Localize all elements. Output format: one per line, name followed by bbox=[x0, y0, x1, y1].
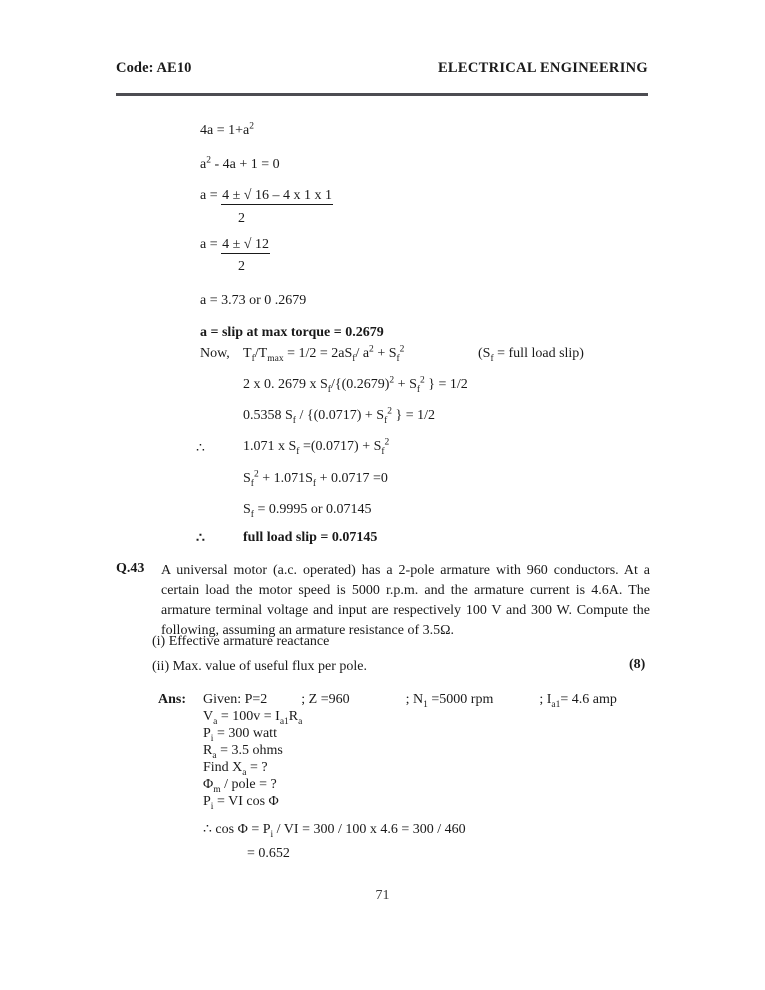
equation-line-1 bbox=[200, 123, 254, 140]
torque-Sf2-sub: f bbox=[396, 353, 400, 364]
given-poles: Given: P=2 bbox=[203, 692, 268, 707]
eq8-a: 2 x 0. 2679 x S bbox=[243, 377, 328, 392]
exam-code: Code: AE10 bbox=[116, 60, 192, 76]
xa-sub: a bbox=[242, 767, 247, 778]
flux-sub: m bbox=[213, 784, 221, 795]
eq11-c: + 0.0717 =0 bbox=[316, 471, 388, 486]
full-load-slip-note bbox=[478, 346, 584, 363]
eq8-sup-c: 2 bbox=[420, 375, 425, 386]
eq10-sup-b: 2 bbox=[384, 437, 390, 448]
given-speed-value: =5000 rpm bbox=[427, 692, 494, 707]
eq10-a: 1.071 x S bbox=[243, 439, 297, 454]
va-mid: = 100v = I bbox=[217, 709, 280, 724]
torque-a-exp: 2 bbox=[369, 344, 374, 355]
question-subitem-ii: (ii) Max. value of useful flux per pole. bbox=[152, 659, 367, 674]
torque-Sf2-exp: 2 bbox=[399, 344, 405, 355]
answer-final-result: = 0.652 bbox=[247, 846, 290, 861]
answer-power-line bbox=[203, 726, 277, 742]
eq2-var: a bbox=[200, 157, 207, 172]
torque-ratio-equation bbox=[243, 346, 404, 363]
torque-Tmax-sub: max bbox=[267, 353, 284, 364]
ra2-sub: a bbox=[212, 750, 217, 761]
subject-title: ELECTRICAL ENGINEERING bbox=[437, 60, 648, 76]
equation-line-now bbox=[200, 346, 230, 363]
torque-Sf-sub: f bbox=[352, 353, 356, 364]
torque-Sf2: + S bbox=[373, 346, 397, 361]
eq8-c: + S bbox=[394, 377, 417, 392]
pvi-sub: i bbox=[210, 801, 214, 812]
eq9-sub-a: f bbox=[292, 415, 296, 426]
equation-line-9 bbox=[243, 408, 435, 425]
torque-a: / a bbox=[355, 346, 370, 361]
va-symbol: V bbox=[203, 709, 214, 724]
eq4-numerator: 4 ± √ 12 bbox=[222, 237, 269, 252]
eq3-numerator: 4 ± √ 16 – 4 x 1 x 1 bbox=[222, 188, 332, 203]
torque-mid: = 1/2 = 2aS bbox=[283, 346, 353, 361]
eq11-sup-a: 2 bbox=[253, 469, 259, 480]
answer-find-reactance-line bbox=[203, 760, 268, 776]
pvi-formula: = VI cos Φ bbox=[213, 794, 279, 809]
equation-line-3 bbox=[200, 188, 333, 205]
eq11-b: + 1.071S bbox=[258, 471, 313, 486]
given-current-value: = 4.6 amp bbox=[560, 692, 617, 707]
given-current: ; I bbox=[539, 692, 552, 707]
answer-label: Ans: bbox=[158, 692, 187, 707]
question-number: Q.43 bbox=[116, 561, 145, 576]
equation-line-5: a = 3.73 or 0 .2679 bbox=[200, 293, 307, 308]
pvi-symbol: P bbox=[203, 794, 211, 809]
eq8-sub-a: f bbox=[327, 384, 331, 395]
eq8-sub-c: f bbox=[416, 384, 421, 395]
cos-phi-sub: i bbox=[270, 829, 274, 840]
eq1-body: 4a = 1+a bbox=[200, 123, 250, 138]
eq9-c: } = 1/2 bbox=[392, 408, 436, 423]
equation-line-8 bbox=[243, 377, 468, 394]
torque-T-sub: f bbox=[251, 353, 255, 364]
given-current-sub: a1 bbox=[551, 699, 561, 710]
answer-resistance-line bbox=[203, 743, 283, 759]
eq9-sup-b: 2 bbox=[387, 406, 393, 417]
ia1-sub: a1 bbox=[279, 716, 289, 727]
ra2-value: = 3.5 ohms bbox=[216, 743, 283, 758]
flux-symbol: Φ bbox=[203, 777, 214, 792]
eq9-b: / {(0.0717) + S bbox=[295, 408, 385, 423]
page-header bbox=[116, 60, 648, 77]
answer-cos-phi-line bbox=[203, 821, 466, 838]
eq4-lead: a = bbox=[200, 237, 222, 252]
therefore-symbol-1: ∴ bbox=[196, 441, 205, 456]
torque-Tmax: /T bbox=[254, 346, 268, 361]
ra-sub: a bbox=[298, 716, 303, 727]
ra2-symbol: R bbox=[203, 743, 213, 758]
va-sub: a bbox=[213, 716, 218, 727]
ra-symbol: R bbox=[288, 709, 299, 724]
question-marks: (8) bbox=[629, 657, 646, 672]
eq10-sub-a: f bbox=[296, 446, 300, 457]
answer-power-formula-line bbox=[203, 794, 279, 810]
eq10-sub-b: f bbox=[381, 446, 385, 457]
eq9-sub-b: f bbox=[384, 415, 388, 426]
therefore-symbol-2: ∴ bbox=[196, 531, 205, 546]
answer-given-line bbox=[203, 692, 617, 708]
therefore-symbol-3: ∴ bbox=[203, 822, 212, 837]
xa-value: = ? bbox=[246, 760, 268, 775]
xa-symbol: Find X bbox=[203, 760, 243, 775]
slip-at-max-torque-result: a = slip at max torque = 0.2679 bbox=[200, 325, 384, 340]
eq11-sub-b: f bbox=[312, 478, 317, 489]
cos-phi-expr: cos Φ = P bbox=[211, 822, 271, 837]
eq3-denominator: 2 bbox=[238, 211, 245, 226]
eq8-sup-b: 2 bbox=[389, 375, 395, 386]
eq11-sub-a: f bbox=[250, 478, 254, 489]
pi-sub: i bbox=[210, 733, 214, 744]
full-load-slip-result: full load slip = 0.07145 bbox=[243, 530, 378, 545]
now-label: Now, bbox=[200, 346, 230, 361]
eq1-exponent: 2 bbox=[249, 121, 254, 132]
eq12-b: = 0.9995 or 0.07145 bbox=[253, 502, 372, 517]
pi-value: = 300 watt bbox=[213, 726, 277, 741]
eq8-d: } = 1/2 bbox=[424, 377, 468, 392]
eq12-a: S bbox=[243, 502, 251, 517]
note-rest: = full load slip) bbox=[493, 346, 584, 361]
header-divider bbox=[116, 93, 648, 96]
equation-line-11 bbox=[243, 471, 388, 488]
given-speed: ; N bbox=[405, 692, 424, 707]
equation-line-12 bbox=[243, 502, 372, 519]
eq4-denominator: 2 bbox=[238, 259, 245, 274]
answer-voltage-line bbox=[203, 709, 302, 725]
eq9-a: 0.5358 S bbox=[243, 408, 293, 423]
eq8-b: /{(0.2679) bbox=[330, 377, 390, 392]
eq3-lead: a = bbox=[200, 188, 222, 203]
flux-value: / pole = ? bbox=[220, 777, 277, 792]
equation-line-4-denominator bbox=[238, 259, 245, 276]
torque-T: T bbox=[243, 346, 252, 361]
equation-line-10 bbox=[243, 439, 389, 456]
note-sub: f bbox=[490, 353, 494, 364]
cos-phi-calc: / VI = 300 / 100 x 4.6 = 300 / 460 bbox=[273, 822, 466, 837]
eq2-exponent: 2 bbox=[206, 155, 211, 166]
pi-symbol: P bbox=[203, 726, 211, 741]
page-number: 71 bbox=[375, 888, 390, 903]
answer-flux-line bbox=[203, 777, 277, 793]
question-subitem-i: (i) Effective armature reactance bbox=[152, 634, 330, 649]
note-open: (S bbox=[478, 346, 491, 361]
given-conductors: ; Z =960 bbox=[301, 692, 350, 707]
eq12-sub-a: f bbox=[250, 509, 254, 520]
eq2-rest: - 4a + 1 = 0 bbox=[210, 157, 280, 172]
question-block bbox=[116, 561, 650, 641]
question-text: A universal motor (a.c. operated) has a 2-pole armature with 960 conductors. At a certain load the motor speed is 5000 r.p.m. and the armature current is 4.6A. The armature terminal voltage and input are respectively 100 V and 300 W. Compute the following, assuming an armature resistance of 3.5Ω. bbox=[161, 563, 650, 638]
equation-line-4 bbox=[200, 237, 270, 254]
eq10-b: =(0.0717) + S bbox=[299, 439, 382, 454]
equation-line-2 bbox=[200, 157, 280, 174]
eq11-a: S bbox=[243, 471, 251, 486]
given-speed-sub: 1 bbox=[423, 699, 428, 710]
equation-line-3-denominator bbox=[238, 211, 245, 228]
